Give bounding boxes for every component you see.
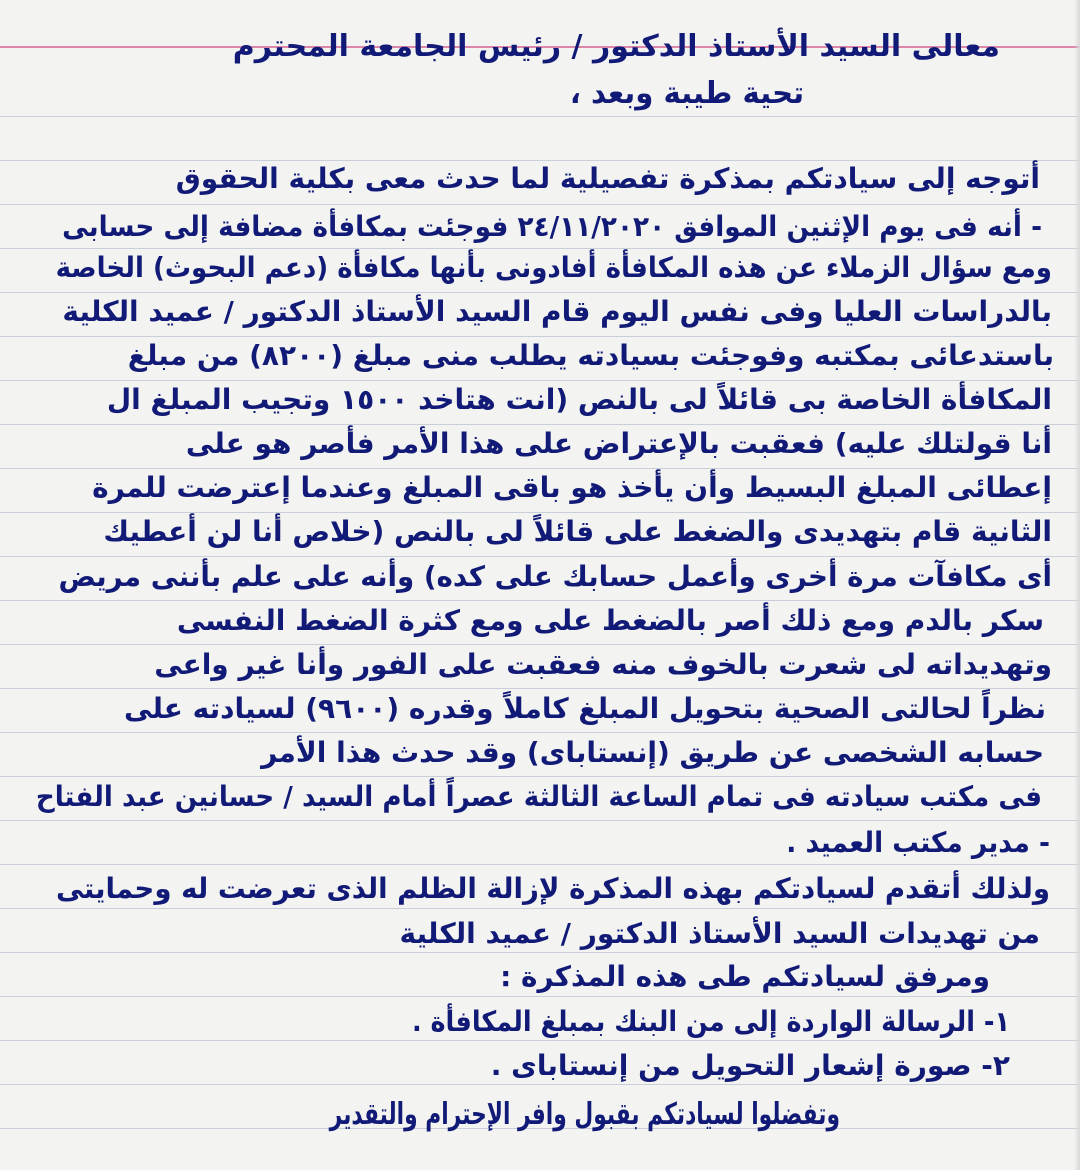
- ruled-line: [0, 292, 1080, 293]
- ruled-line: [0, 864, 1080, 865]
- body-line: الثانية قام بتهديدى والضغط على قائلاً لى بالنص (خلاص أنا لن أعطيك: [103, 515, 1052, 548]
- ruled-line: [0, 468, 1080, 469]
- ruled-line: [0, 512, 1080, 513]
- attachment-item: ٢- صورة إشعار التحويل من إنستاباى .: [490, 1049, 1010, 1082]
- body-line: أنا قولتلك عليه) فعقبت بالإعتراض على هذا الأمر فأصر هو على: [185, 427, 1052, 460]
- body-line: نظراً لحالتى الصحية بتحويل المبلغ كاملاً وقدره (٩٦٠٠) لسيادته على: [124, 692, 1046, 725]
- ruled-line: [0, 1084, 1080, 1085]
- attachment-item: ١- الرسالة الواردة إلى من البنك بمبلغ المكافأة .: [411, 1005, 1010, 1038]
- ruled-line: [0, 160, 1080, 161]
- body-line: باستدعائى بمكتبه وفوجئت بسيادته يطلب منى مبلغ (٨٢٠٠) من مبلغ: [127, 339, 1054, 372]
- ruled-line: [0, 600, 1080, 601]
- body-line: أتوجه إلى سيادتكم بمذكرة تفصيلية لما حدث معى بكلية الحقوق: [175, 162, 1040, 195]
- body-line: حسابه الشخصى عن طريق (إنستاباى) وقد حدث هذا الأمر: [261, 736, 1044, 769]
- ruled-line: [0, 820, 1080, 821]
- body-line: من تهديدات السيد الأستاذ الدكتور / عميد الكلية: [399, 917, 1040, 950]
- ruled-line: [0, 1040, 1080, 1041]
- body-line: - مدير مكتب العميد .: [786, 826, 1050, 859]
- body-line: ولذلك أتقدم لسيادتكم بهذه المذكرة لإزالة الظلم الذى تعرضت له وحمايتى: [55, 872, 1050, 905]
- ruled-line: [0, 204, 1080, 205]
- ruled-line: [0, 996, 1080, 997]
- body-line: أى مكافآت مرة أخرى وأعمل حسابك على كده) وأنه على علم بأننى مريض: [58, 560, 1052, 593]
- ruled-line: [0, 776, 1080, 777]
- paper-edge-shadow: [1074, 0, 1080, 1170]
- ruled-line: [0, 424, 1080, 425]
- ruled-line: [0, 688, 1080, 689]
- ruled-line: [0, 380, 1080, 381]
- body-line: المكافأة الخاصة بى قائلاً لى بالنص (انت هتاخد ١٥٠٠ وتجيب المبلغ ال: [106, 383, 1052, 416]
- body-line: سكر بالدم ومع ذلك أصر بالضغط على ومع كثرة الضغط النفسى: [176, 604, 1044, 637]
- body-line: وتهديداته لى شعرت بالخوف منه فعقبت على الفور وأنا غير واعى: [154, 648, 1052, 681]
- ruled-line: [0, 336, 1080, 337]
- ruled-line: [0, 116, 1080, 117]
- ruled-line: [0, 644, 1080, 645]
- attachments-intro-line: ومرفق لسيادتكم طى هذه المذكرة :: [500, 960, 990, 993]
- body-line: فى مكتب سيادته فى تمام الساعة الثالثة عصراً أمام السيد / حسانين عبد الفتاح: [35, 780, 1042, 813]
- ruled-line: [0, 908, 1080, 909]
- ruled-line: [0, 952, 1080, 953]
- body-line: إعطائى المبلغ البسيط وأن يأخذ هو باقى المبلغ وعندما إعترضت للمرة: [92, 471, 1052, 504]
- greeting-line: تحية طيبة وبعد ،: [569, 76, 804, 111]
- closing-line: وتفضلوا لسيادتكم بقبول وافر الإحترام والتقدير: [329, 1097, 840, 1132]
- body-line: - أنه فى يوم الإثنين الموافق ٢٤/١١/٢٠٢٠ فوجئت بمكافأة مضافة إلى حسابى: [62, 210, 1042, 243]
- salutation-line: معالى السيد الأستاذ الدكتور / رئيس الجامعة المحترم: [232, 29, 1000, 64]
- ruled-line: [0, 556, 1080, 557]
- ruled-line: [0, 248, 1080, 249]
- ruled-line: [0, 732, 1080, 733]
- body-line: ومع سؤال الزملاء عن هذه المكافأة أفادونى بأنها مكافأة (دعم البحوث) الخاصة: [55, 251, 1052, 284]
- body-line: بالدراسات العليا وفى نفس اليوم قام السيد الأستاذ الدكتور / عميد الكلية: [62, 295, 1052, 328]
